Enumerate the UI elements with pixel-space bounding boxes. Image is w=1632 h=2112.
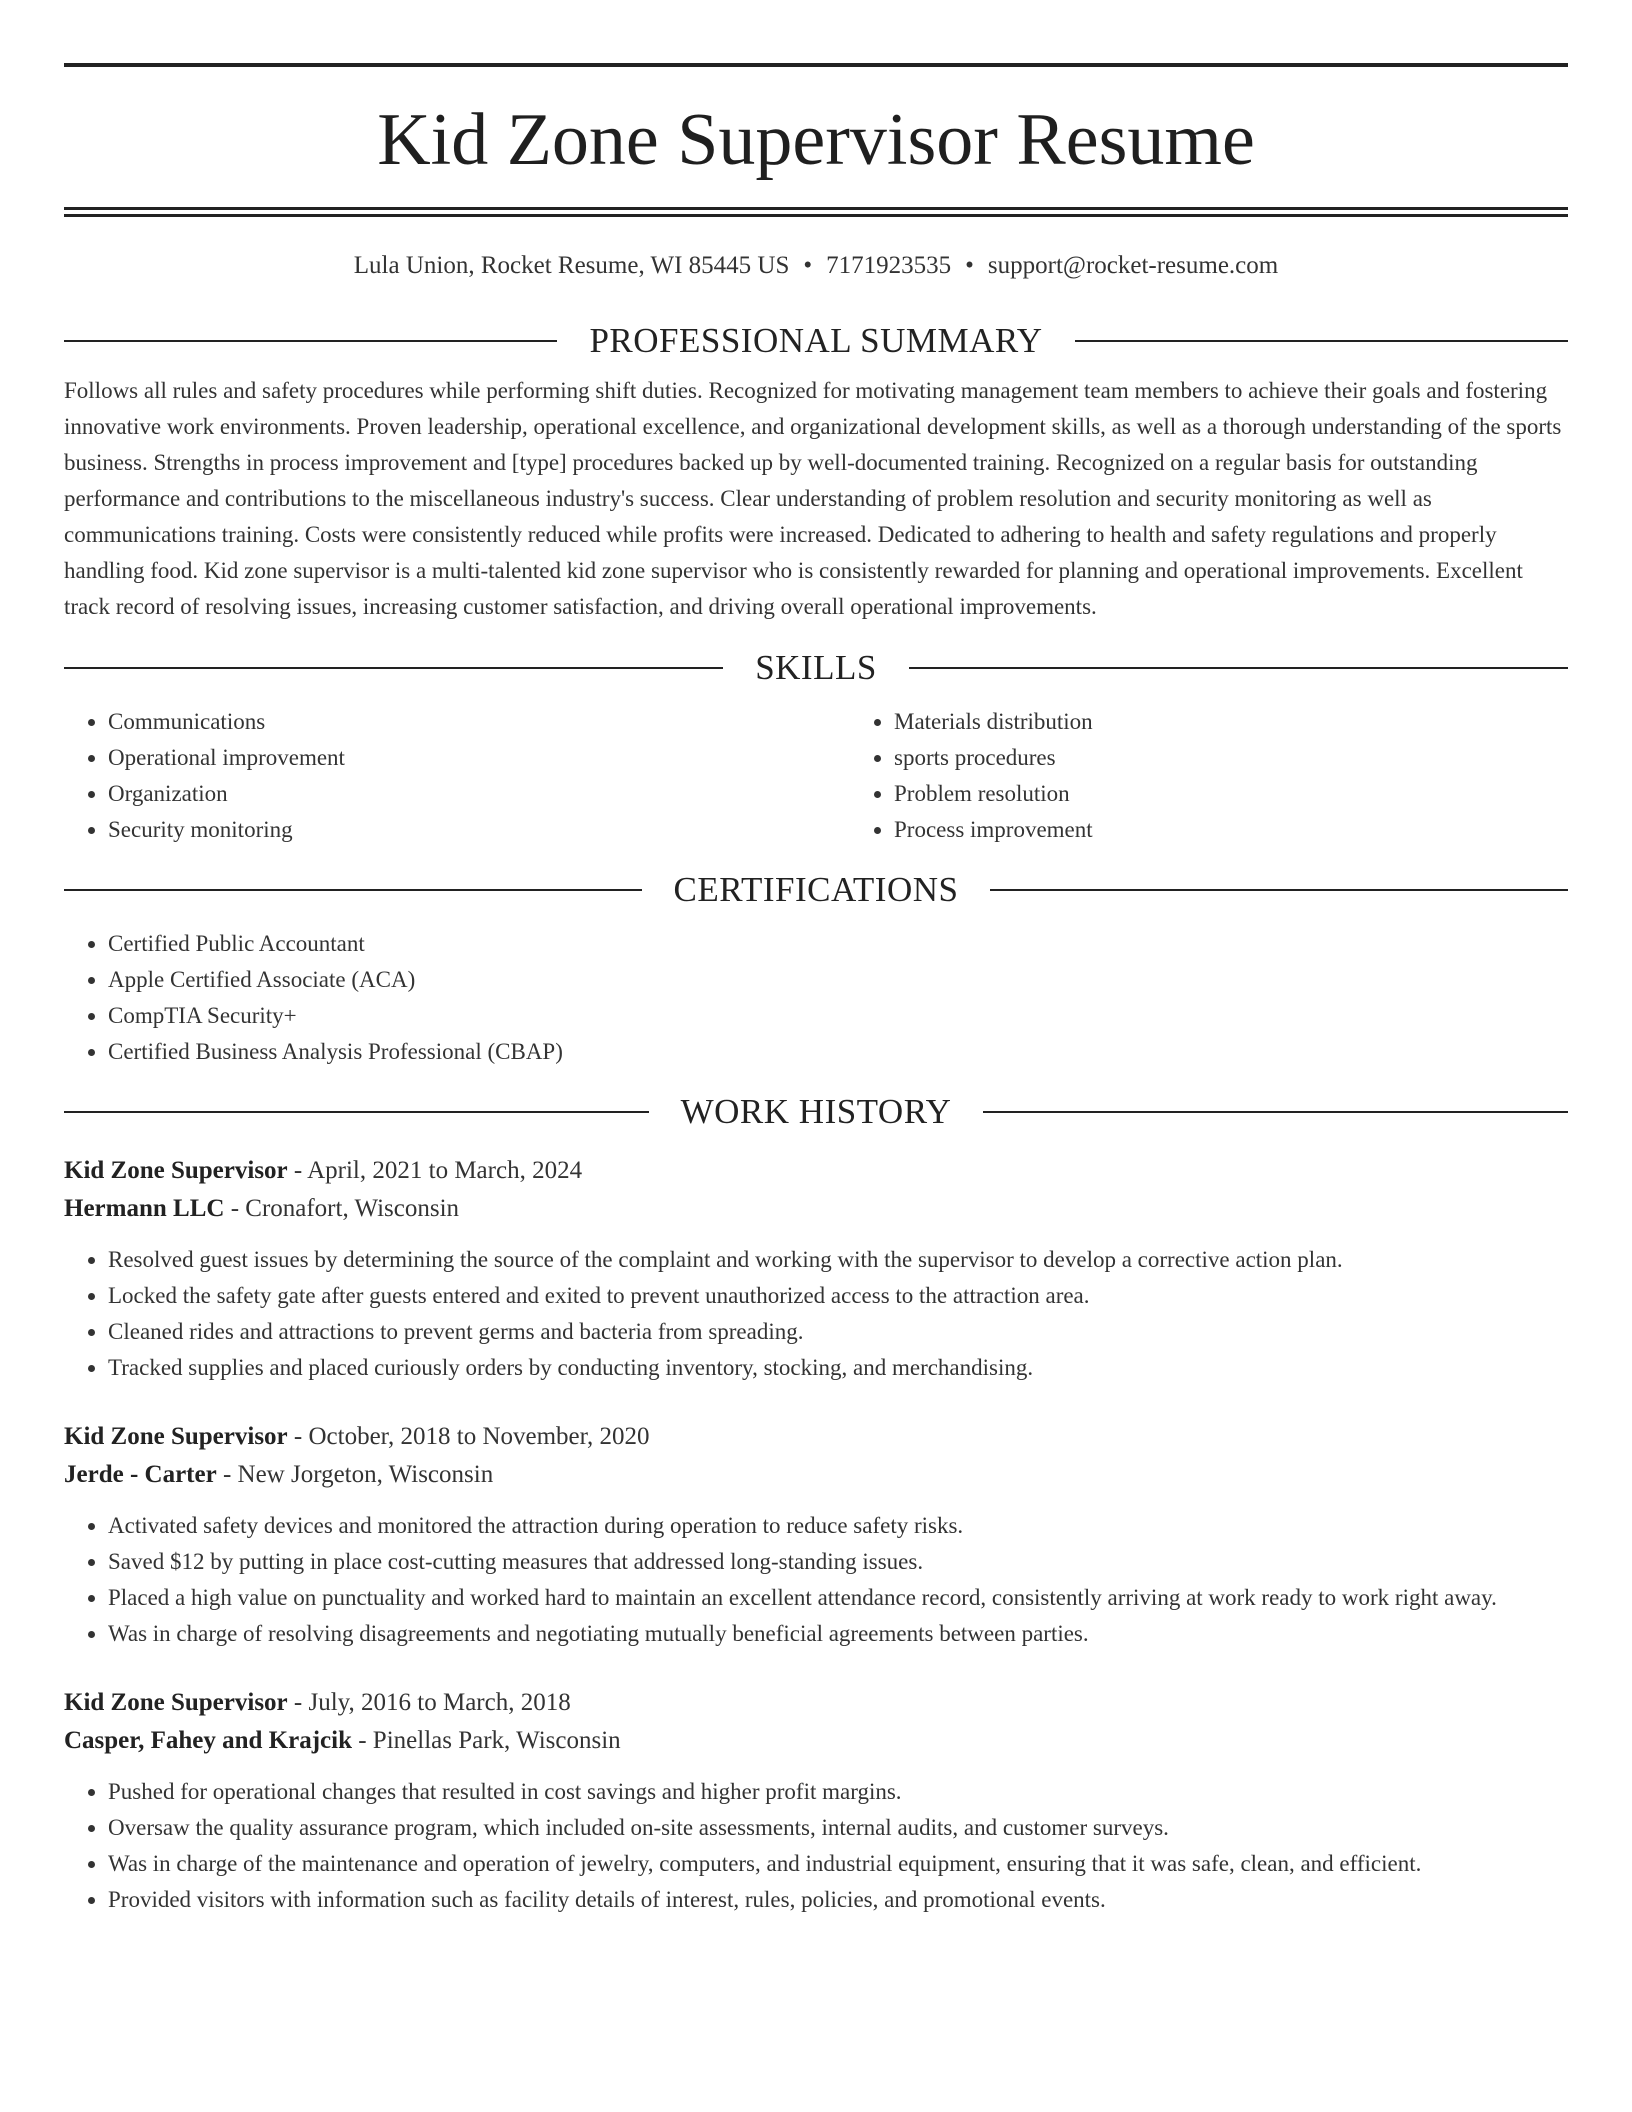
skills-list-left [64,704,850,848]
job-title: Kid Zone Supervisor [64,1157,288,1184]
skill-item: • Materials distribution [894,704,1632,740]
job-dates: - April, 2021 to March, 2024 [287,1157,583,1184]
certifications-heading-label: CERTIFICATIONS [673,870,959,909]
work-history-heading-label: WORK HISTORY [680,1092,952,1131]
job-location: - Pinellas Park, Wisconsin [351,1727,621,1754]
summary-heading-label: PROFESSIONAL SUMMARY [589,321,1043,360]
certification-item: • Certified Business Analysis Professional (CBAP) [108,1034,1568,1070]
job-location: - Cronafort, Wisconsin [224,1195,460,1222]
skill-item: • Security monitoring [108,812,850,848]
resume-page [64,0,1568,1918]
job-bullets [64,1242,1568,1386]
heading-rule-left [64,667,723,669]
heading-rule-left [64,1111,649,1113]
contact-line [64,251,1568,281]
job-title: Kid Zone Supervisor [64,1423,288,1450]
certification-item: • CompTIA Security+ [108,998,1568,1034]
job-entry [64,1152,1568,1386]
certifications-heading [64,870,1568,910]
certification-item: • Apple Certified Associate (ACA) [108,962,1568,998]
job-company: Jerde - Carter [64,1461,217,1488]
resume-title: Kid Zone Supervisor Resume [377,99,1255,181]
skill-item: • Organization [108,776,850,812]
work-history-heading [64,1092,1568,1132]
heading-rule-right [983,1111,1568,1113]
heading-rule-left [64,340,557,342]
job-title-line [64,1152,1568,1190]
job-bullet: • Provided visitors with information such as facility details of interest, rules, policies, and promotional events. [108,1882,1568,1918]
heading-rule-right [909,667,1568,669]
contact-separator: • [965,252,974,279]
contact-email: support@rocket-resume.com [987,252,1279,279]
skills-list-right [850,704,1632,848]
summary-text: Follows all rules and safety procedures while performing shift duties. Recognized for motivating management team members to achieve their goals and fostering innovative work environments. Proven leadership, operational excellence, and organizational development skills, as well as a thorough understanding of the sports business. Strengths in process improvement and [type] procedures backed up by well-documented training. Recognized on a regular basis for outstanding performance and contributions to the miscellaneous industry's success. Clear understanding of problem resolution and security monitoring as well as communications training. Costs were consistently reduced while profits were increased. Dedicated to adhering to health and safety regulations and properly handling food. Kid zone supervisor is a multi-talented kid zone supervisor who is consistently rewarded for planning and operational improvements. Excellent track record of resolving issues, increasing customer satisfaction, and driving overall operational improvements. [64,378,1562,619]
job-company-line [64,1456,1568,1494]
job-title-line [64,1418,1568,1456]
skill-item: • sports procedures [894,740,1632,776]
job-dates: - July, 2016 to March, 2018 [287,1689,571,1716]
job-company-line [64,1722,1568,1760]
title-double-rule [64,207,1568,217]
job-entry [64,1684,1568,1918]
job-bullet: • Oversaw the quality assurance program, which included on-site assessments, internal audits, and customer surveys. [108,1810,1568,1846]
job-bullet: • Resolved guest issues by determining the source of the complaint and working with the supervisor to develop a corrective action plan. [108,1242,1568,1278]
heading-rule-left [64,889,642,891]
job-company: Hermann LLC [64,1195,225,1222]
skill-item: • Process improvement [894,812,1632,848]
skills-heading [64,648,1568,688]
job-bullet: • Was in charge of the maintenance and operation of jewelry, computers, and industrial equipment, ensuring that it was safe, clean, and efficient. [108,1846,1568,1882]
job-company-line [64,1190,1568,1228]
heading-rule-right [1075,340,1568,342]
job-bullet: • Pushed for operational changes that resulted in cost savings and higher profit margins. [108,1774,1568,1810]
job-bullet: • Was in charge of resolving disagreements and negotiating mutually beneficial agreements between parties. [108,1616,1568,1652]
job-bullet: • Tracked supplies and placed curiously orders by conducting inventory, stocking, and merchandising. [108,1350,1568,1386]
top-rule [64,63,1568,67]
skill-item: • Problem resolution [894,776,1632,812]
job-bullet: • Saved $12 by putting in place cost-cutting measures that addressed long-standing issues. [108,1544,1568,1580]
skill-item: • Operational improvement [108,740,850,776]
job-bullet: • Locked the safety gate after guests entered and exited to prevent unauthorized access to the attraction area. [108,1278,1568,1314]
job-dates: - October, 2018 to November, 2020 [287,1423,650,1450]
skills-heading-label: SKILLS [755,648,877,687]
job-bullet: • Placed a high value on punctuality and worked hard to maintain an excellent attendance record, consistently arriving at work ready to work right away. [108,1580,1568,1616]
contact-address: Lula Union, Rocket Resume, WI 85445 US [353,252,790,279]
job-bullet: • Cleaned rides and attractions to prevent germs and bacteria from spreading. [108,1314,1568,1350]
certifications-list [64,926,1568,1070]
certification-item: • Certified Public Accountant [108,926,1568,962]
contact-phone: 7171923535 [826,252,952,279]
job-title: Kid Zone Supervisor [64,1689,288,1716]
skills-columns [64,704,1568,848]
job-location: - New Jorgeton, Wisconsin [216,1461,494,1488]
job-bullet: • Activated safety devices and monitored the attraction during operation to reduce safety risks. [108,1508,1568,1544]
contact-separator: • [803,252,813,279]
job-title-line [64,1684,1568,1722]
heading-rule-right [990,889,1568,891]
summary-heading [64,321,1568,361]
job-bullets [64,1508,1568,1652]
skill-item: • Communications [108,704,850,740]
job-entry [64,1418,1568,1652]
job-company: Casper, Fahey and Krajcik [64,1727,352,1754]
job-bullets [64,1774,1568,1918]
